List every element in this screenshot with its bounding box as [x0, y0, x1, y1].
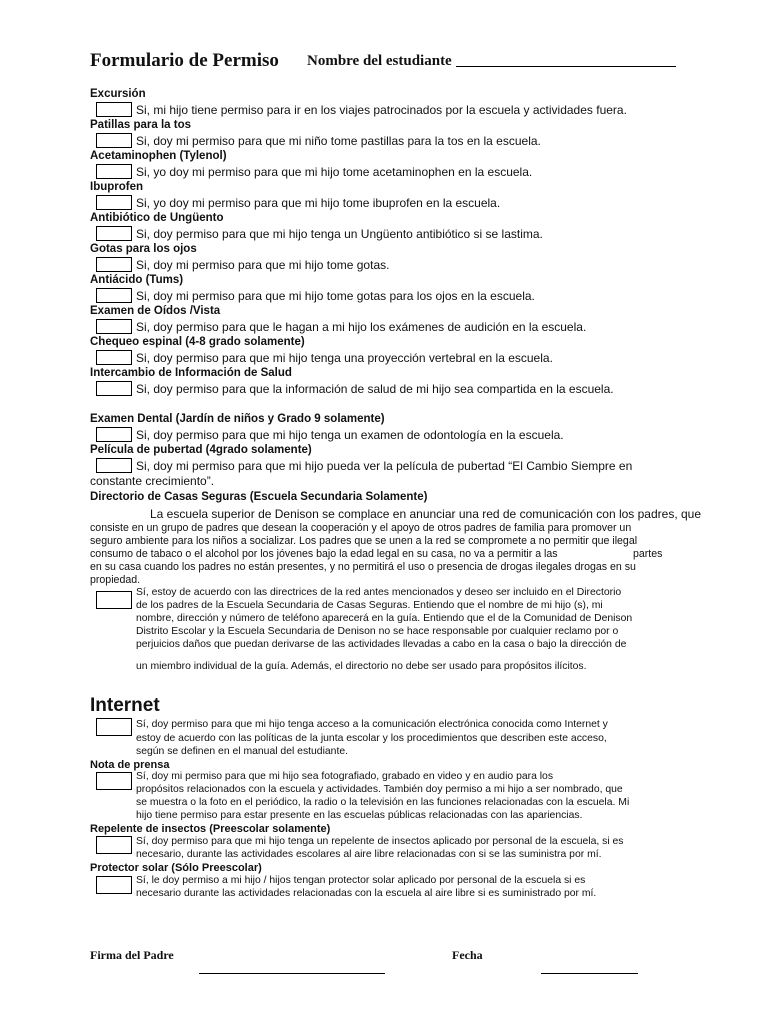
checkbox-acetaminophen[interactable]: [96, 164, 132, 179]
checkbox-safe-homes[interactable]: [96, 591, 132, 609]
student-name-label: Nombre del estudiante: [307, 53, 452, 69]
safe-homes-agree-line: Sí, estoy de acuerdo con las directrices de la red antes mencionados y deseo ser incluido en el Directorio: [136, 587, 622, 598]
section-title-spinal: Chequeo espinal (4-8 grado solamente): [90, 336, 305, 348]
checkbox-excursion[interactable]: [96, 102, 132, 117]
text-dental: Si, doy permiso para que mi hijo tenga un examen de odontología en la escuela.: [136, 428, 564, 442]
section-title-dental: Examen Dental (Jardín de niños y Grado 9 solamente): [90, 413, 385, 425]
text-spinal: Si, doy permiso para que mi hijo tenga una proyección vertebral en la escuela.: [136, 351, 553, 365]
safe-homes-intro-line: en su casa cuando los padres no están presentes, y no permitirá el uso o presencia de drogas ilegales drogas en su: [90, 561, 636, 573]
date-label: Fecha: [452, 948, 483, 962]
text-excursion: Si, mi hijo tiene permiso para ir en los viajes patrocinados por la escuela y actividades fuera.: [136, 103, 627, 117]
section-title-hearing-vision: Examen de Oídos /Vista: [90, 305, 221, 317]
safe-homes-agree-line: nombre, dirección y número de teléfono aparecerá en la guía. Entiendo que el de la Comunidad de Denison: [136, 613, 633, 624]
safe-homes-intro-line: consumo de tabaco o el alcohol por los jóvenes bajo la edad legal en su casa, no va a permitir a las: [90, 548, 558, 560]
checkbox-spinal[interactable]: [96, 350, 132, 365]
checkbox-antibiotic[interactable]: [96, 226, 132, 241]
parent-signature-label: Firma del Padre: [90, 948, 174, 962]
text-ibuprofen: Si, yo doy mi permiso para que mi hijo tome ibuprofen en la escuela.: [136, 196, 501, 210]
checkbox-cough-drops[interactable]: [96, 133, 132, 148]
checkbox-dental[interactable]: [96, 427, 132, 442]
student-name-field[interactable]: [456, 66, 676, 67]
checkbox-press[interactable]: [96, 772, 132, 790]
section-title-eye-drops: Gotas para los ojos: [90, 243, 197, 255]
internet-line: según se definen en el manual del estudiante.: [136, 746, 349, 757]
checkbox-sunscreen[interactable]: [96, 876, 132, 894]
safe-homes-intro-partes: partes: [633, 548, 663, 560]
text-antibiotic: Si, doy permiso para que mi hijo tenga un Ungüento antibiótico si se lastima.: [136, 227, 543, 241]
checkbox-internet[interactable]: [96, 718, 132, 736]
internet-line: estoy de acuerdo con las políticas de la junta escolar y los procedimientos que describen este acceso,: [136, 733, 607, 744]
checkbox-health-info[interactable]: [96, 381, 132, 396]
press-line: propósitos relacionados con la escuela y actividades. También doy permiso a mi hijo a ser nombrado, que: [136, 784, 623, 795]
section-title-ibuprofen: Ibuprofen: [90, 181, 144, 193]
section-title-internet: Internet: [90, 695, 160, 716]
section-title-press: Nota de prensa: [90, 759, 170, 771]
section-title-insect-repellent: Repelente de insectos (Preescolar solamente): [90, 823, 331, 835]
text-cough-drops: Si, doy mi permiso para que mi niño tome pastillas para la tos en la escuela.: [136, 134, 541, 148]
checkbox-puberty[interactable]: [96, 458, 132, 473]
insect-repellent-line: Sí, doy permiso para que mi hijo tenga un repelente de insectos aplicado por personal de la escuela, si es: [136, 836, 624, 847]
section-title-sunscreen: Protector solar (Sólo Preescolar): [90, 862, 262, 874]
section-title-acetaminophen: Acetaminophen (Tylenol): [90, 150, 227, 162]
press-line: Sí, doy mi permiso para que mi hijo sea fotografiado, grabado en video y en audio para los: [136, 771, 554, 782]
text-acetaminophen: Si, yo doy mi permiso para que mi hijo tome acetaminophen en la escuela.: [136, 165, 533, 179]
section-title-antacid: Antiácido (Tums): [90, 274, 184, 286]
internet-line: Sí, doy permiso para que mi hijo tenga acceso a la comunicación electrónica conocida como Internet y: [136, 719, 608, 730]
checkbox-eye-drops[interactable]: [96, 257, 132, 272]
press-line: se muestra o la foto en el periódico, la radio o la televisión en las funciones relacionadas con la escuela. Mi: [136, 797, 630, 808]
form-title: Formulario de Permiso: [90, 50, 279, 71]
text-antacid: Si, doy mi permiso para que mi hijo tome gotas para los ojos en la escuela.: [136, 289, 535, 303]
checkbox-hearing-vision[interactable]: [96, 319, 132, 334]
section-title-antibiotic: Antibiótico de Ungüento: [90, 212, 224, 224]
section-title-cough-drops: Patillas para la tos: [90, 119, 191, 131]
parent-signature-field[interactable]: [199, 973, 385, 974]
checkbox-insect-repellent[interactable]: [96, 836, 132, 854]
safe-homes-agree-line: Distrito Escolar y la Escuela Secundaria de Denison no se hace responsable por cualquier reclamo por o: [136, 626, 619, 637]
checkbox-ibuprofen[interactable]: [96, 195, 132, 210]
section-title-safe-homes: Directorio de Casas Seguras (Escuela Secundaria Solamente): [90, 491, 428, 503]
safe-homes-agree-line: de los padres de la Escuela Secundaria de Casas Seguras. Entiendo que el nombre de mi hijo (s), mi: [136, 600, 603, 611]
date-field[interactable]: [541, 973, 638, 974]
section-title-puberty: Película de pubertad (4grado solamente): [90, 444, 312, 456]
safe-homes-intro-line: propiedad.: [90, 574, 141, 586]
section-title-excursion: Excursión: [90, 88, 146, 100]
text-hearing-vision: Si, doy permiso para que le hagan a mi hijo los exámenes de audición en la escuela.: [136, 320, 587, 334]
text-eye-drops: Si, doy mi permiso para que mi hijo tome gotas.: [136, 258, 390, 272]
checkbox-antacid[interactable]: [96, 288, 132, 303]
safe-homes-intro-line: La escuela superior de Denison se complace en anunciar una red de comunicación con los padres, que: [150, 507, 702, 521]
press-line: hijo tiene permiso para estar presente en las escuelas públicas relacionadas con las apariencias.: [136, 810, 583, 821]
sunscreen-line: Sí, le doy permiso a mi hijo / hijos tengan protector solar aplicado por personal de la escuela si es: [136, 875, 586, 886]
safe-homes-agree-line: perjuicios daños que puedan derivarse de las actividades llevadas a cabo en la casa o bajo la dirección de: [136, 639, 627, 650]
safe-homes-intro-line: seguro ambiente para los niños a socializar. Los padres que se unen a la red se compromete a no permitir que ilegal: [90, 535, 638, 547]
text-health-info: Si, doy permiso para que la información de salud de mi hijo sea compartida en la escuela.: [136, 382, 614, 396]
insect-repellent-line: necesario, durante las actividades escolares al aire libre relacionadas con si se las suministra por mí.: [136, 849, 602, 860]
sunscreen-line: necesario durante las actividades relacionadas con la escuela al aire libre si es suministrado por mí.: [136, 888, 597, 899]
text-puberty-line: constante crecimiento”.: [90, 474, 215, 488]
safe-homes-intro-line: consiste en un grupo de padres que desean la cooperación y el apoyo de otros padres de familia para promover un: [90, 522, 632, 534]
safe-homes-agree-line: un miembro individual de la guía. Además, el directorio no debe ser usado para propósitos ilícitos.: [136, 661, 587, 672]
section-title-health-info: Intercambio de Información de Salud: [90, 367, 292, 379]
text-puberty-line: Si, doy mi permiso para que mi hijo pueda ver la película de pubertad “El Cambio Siempre en: [136, 459, 633, 473]
